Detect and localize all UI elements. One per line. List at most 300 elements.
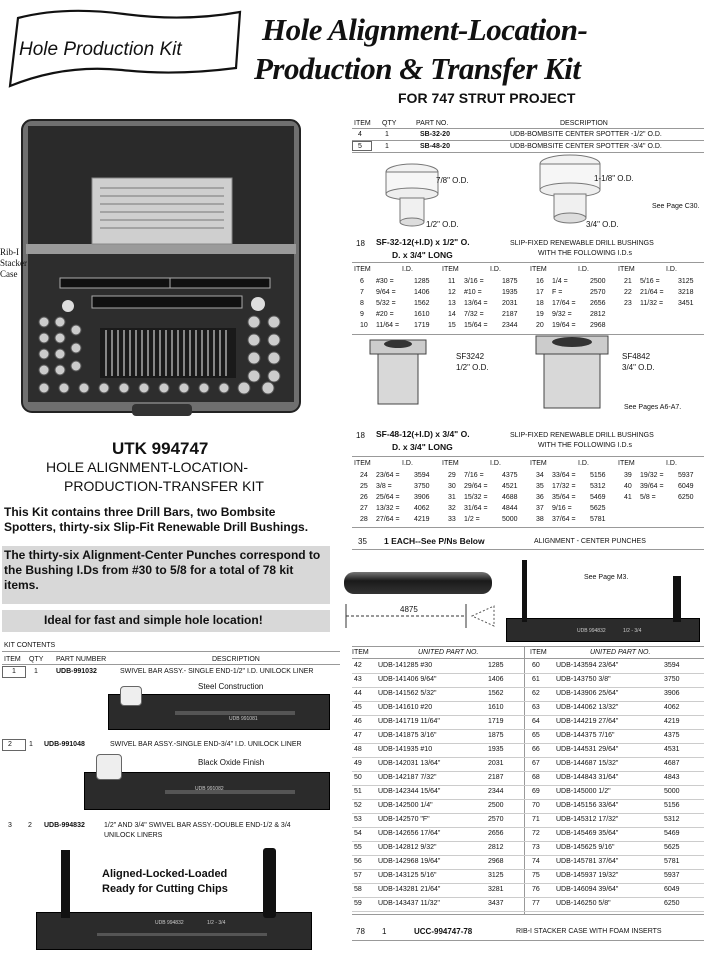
pt-item: 73 [532,844,540,851]
pt-item: 76 [532,886,540,893]
punch-post-1 [61,850,70,918]
drill-bar-4 [506,618,700,642]
sf32-cell-size: 3/16 = [464,278,484,285]
pt-item: 67 [532,760,540,767]
pt-item: 52 [354,802,362,809]
pt-dec: 5781 [664,858,680,865]
product-desc-4: the Bushing I.Ds from #30 to 5/8 for a total of 78 kit [4,563,294,577]
pt-item: 50 [354,774,362,781]
sf32-cell-item: 13 [448,300,456,307]
pt-item: 64 [532,718,540,725]
drill-bar-2-bushing [96,754,122,780]
sf48-h-item: ITEM [354,460,371,467]
row-rule [352,799,704,800]
sf32-lbl1b: 1/2" O.D. [456,363,489,372]
pt-part: UDB-144843 31/64" [556,774,619,781]
sf32-cell-size: 15/64 = [464,322,488,329]
rule [352,527,704,528]
pt-dec: 5156 [664,802,680,809]
sf32-cell-dec: 2500 [590,278,606,285]
badge-label: Hole Production Kit [19,39,182,60]
sf32-cell-dec: 2031 [502,300,518,307]
sf48-cell-dec: 5781 [590,516,606,523]
rule [352,549,704,550]
pt-dec: 2968 [488,858,504,865]
rule [352,940,704,941]
pt-dec: 3906 [664,690,680,697]
sf32-cell-size: #20 = [376,311,394,318]
sf32-cell-item: 14 [448,311,456,318]
pt-h-part-l: UNITED PART NO. [418,649,479,656]
pt-dec: 4062 [664,704,680,711]
sf48-h-item: ITEM [618,460,635,467]
kc-r2-desc: SWIVEL BAR ASSY.-SINGLE END-3/4" I.D. UNILOCK LINER [110,741,302,748]
pt-item: 56 [354,858,362,865]
rule [352,152,704,153]
sf32-h-item: ITEM [442,266,459,273]
kc-r3-qty: 2 [28,822,32,829]
case-label-2: Stacker [0,258,27,268]
row-rule [352,729,704,730]
sf32-cell-size: 7/32 = [464,311,484,318]
pt-dec: 2500 [488,802,504,809]
pt-part: UDB-141562 5/32" [378,690,437,697]
sf32-cell-dec: 3125 [678,278,694,285]
pt-dec: 1285 [488,662,504,669]
rule [352,646,704,647]
sf32-cell-item: 16 [536,278,544,285]
sf32-h-id: I.D. [490,266,501,273]
pt-part: UDB-141719 11/64" [378,718,440,725]
sf48-cell-item: 27 [360,505,368,512]
sp-r2-qty: 1 [385,143,389,150]
row-rule [352,743,704,744]
pt-item: 47 [354,732,362,739]
spotter-see: See Page C30. [652,203,700,210]
sf32-cell-item: 20 [536,322,544,329]
sf32-h-id: I.D. [578,266,589,273]
sp-r2-item: 5 [358,143,362,150]
sp-r2-desc: UDB-BOMBSITE CENTER SPOTTER -3/4" O.D. [510,143,662,150]
pt-part: UDB-144531 29/64" [556,746,619,753]
pt-dec: 4531 [664,746,680,753]
bar-marking: UDB 994832 [155,920,184,926]
pt-item: 48 [354,746,362,753]
sf32-cell-item: 18 [536,300,544,307]
sf48-cell-size: 15/32 = [464,494,488,501]
punch-in-bar-1 [522,560,527,622]
pt-dec: 5625 [664,844,680,851]
sf32-cell-item: 9 [360,311,364,318]
page-subtitle: FOR 747 STRUT PROJECT [398,90,576,106]
pt-part: UDB-141285 #30 [378,662,433,669]
product-desc-2: Spotters, thirty-six Slip-Fit Renewable Drill Bushings. [4,520,309,534]
case-photo [20,118,302,420]
sf48-cell-dec: 4688 [502,494,518,501]
bushing-sf4842 [534,332,614,412]
punch-title: 1 EACH--See P/Ns Below [384,536,485,546]
pt-dec: 5312 [664,816,680,823]
sf32-cell-size: 21/64 = [640,289,664,296]
sf32-cell-dec: 2968 [590,322,606,329]
sf32-cell-item: 11 [448,278,456,285]
pt-item: 59 [354,900,362,907]
sf32-cell-size: 11/32 = [640,300,664,307]
sf48-cell-item: 36 [536,494,544,501]
sf48-cell-dec: 5937 [678,472,694,479]
pt-dec: 3594 [664,662,680,669]
pt-part: UDB-142500 1/4" [378,802,433,809]
sf48-cell-item: 40 [624,483,632,490]
sf48-title2: D. x 3/4" LONG [392,442,453,452]
pt-dec: 2812 [488,844,504,851]
footer-qty: 1 [382,927,387,936]
bar-marking: UDB 991081 [229,716,258,722]
sf32-cell-size: 11/64 = [376,322,400,329]
sf48-cell-dec: 6250 [678,494,694,501]
sf48-cell-item: 38 [536,516,544,523]
footer-item: 78 [356,927,365,936]
sf32-cell-dec: 2344 [502,322,518,329]
page-title-line1: Hole Alignment-Location- [262,12,588,47]
sf48-cell-item: 35 [536,483,544,490]
sf32-cell-dec: 3451 [678,300,694,307]
pt-dec: 1719 [488,718,504,725]
sp-r2-part: SB-48-20 [420,143,450,150]
rule [2,651,340,652]
sf32-h-item: ITEM [354,266,371,273]
pt-dec: 4375 [664,732,680,739]
kc-r1-desc: SWIVEL BAR ASSY.- SINGLE END-1/2" I.D. UNILOCK LINER [120,668,314,675]
sp-r1-part: SB-32-20 [420,131,450,138]
sf48-item: 18 [356,431,365,440]
row-rule [352,869,704,870]
sf32-cell-dec: 1875 [502,278,518,285]
sf48-cell-dec: 6049 [678,483,694,490]
kc-r2-note: Black Oxide Finish [198,758,265,767]
pt-part: UDB-144062 13/32" [556,704,619,711]
case-illustration [20,118,302,420]
pt-item: 43 [354,676,362,683]
sf48-cell-dec: 4219 [414,516,430,523]
pt-part: UDB-146094 39/64" [556,886,619,893]
pt-part: UDB-141610 #20 [378,704,433,711]
kc-r3-item: 3 [8,822,12,829]
pt-part: UDB-144375 7/16" [556,732,615,739]
aligned-2: Ready for Cutting Chips [102,883,228,895]
sp-h-item: ITEM [354,120,371,127]
sf32-h-item: ITEM [618,266,635,273]
pt-item: 69 [532,788,540,795]
sf32-title2: D. x 3/4" LONG [392,250,453,260]
sf48-cell-dec: 5000 [502,516,518,523]
sf48-cell-size: 13/32 = [376,505,400,512]
sf48-cell-item: 26 [360,494,368,501]
sf48-h-id: I.D. [402,460,413,467]
pt-part: UDB-145625 9/16" [556,844,615,851]
sp-item-box [352,141,372,151]
punch-dim [344,600,504,630]
pt-dec: 4843 [664,774,680,781]
sf48-cell-item: 30 [448,483,456,490]
pt-item: 57 [354,872,362,879]
pt-part: UDB-145000 1/2" [556,788,611,795]
sf32-cell-size: #10 = [464,289,482,296]
kc-r3-part: UDB-994832 [44,822,85,829]
punch-rod [344,572,492,594]
product-desc-1: This Kit contains three Drill Bars, two Bombsite [4,505,276,519]
pt-part: UDB-145937 19/32" [556,872,619,879]
sf48-h-id: I.D. [578,460,589,467]
sf48-cell-size: 3/8 = [376,483,392,490]
pt-item: 70 [532,802,540,809]
sf48-cell-dec: 3906 [414,494,430,501]
pt-part: UDB-144219 27/64" [556,718,619,725]
pt-dec: 1406 [488,676,504,683]
pt-part: UDB-141935 #10 [378,746,433,753]
sf32-cell-size: 9/64 = [376,289,396,296]
sf32-cell-item: 10 [360,322,368,329]
punch-post-2 [263,848,276,918]
pt-item: 75 [532,872,540,879]
sf48-cell-size: 39/64 = [640,483,664,490]
row-rule [352,757,704,758]
pt-dec: 2570 [488,816,504,823]
sf32-cell-item: 17 [536,289,544,296]
row-rule [352,883,704,884]
pt-part: UDB-144687 15/32" [556,760,619,767]
pt-item: 54 [354,830,362,837]
pt-part: UDB-143437 11/32" [378,900,440,907]
kc-r2-qty: 1 [29,741,33,748]
bar-marking: 1/2 - 3/4 [623,628,642,634]
sf32-cell-item: 12 [448,289,456,296]
sf32-desc2: WITH THE FOLLOWING I.D.s [538,250,632,257]
sf32-see: See Pages A6-A7. [624,404,682,411]
pt-part: UDB-142031 13/64" [378,760,441,767]
punch-dim-label: 4875 [400,605,418,614]
pt-h-item-r: ITEM [530,649,547,656]
sf32-cell-dec: 1610 [414,311,430,318]
pt-dec: 5000 [664,788,680,795]
sf48-cell-dec: 5156 [590,472,606,479]
pt-dec: 6250 [664,900,680,907]
sf32-cell-size: 5/16 = [640,278,660,285]
row-rule [352,771,704,772]
row-rule [352,813,704,814]
pt-dec: 1935 [488,746,504,753]
pt-dec: 5469 [664,830,680,837]
sf48-cell-item: 37 [536,505,544,512]
pt-item: 55 [354,844,362,851]
kc-r3-desc2: UNILOCK LINERS [104,832,163,839]
sf48-cell-dec: 5469 [590,494,606,501]
sp-r1-desc: UDB-BOMBSITE CENTER SPOTTER -1/2" O.D. [510,131,662,138]
punch-in-bar-2 [673,576,681,622]
sf32-cell-size: 9/32 = [552,311,572,318]
page-title-line2: Production & Transfer Kit [254,51,581,86]
pt-dec: 3281 [488,886,504,893]
rule [352,334,704,335]
kc-r1-note: Steel Construction [198,682,264,691]
pt-item: 65 [532,732,540,739]
sf48-cell-item: 29 [448,472,456,479]
pt-item: 45 [354,704,362,711]
sf48-cell-item: 41 [624,494,632,501]
rule [352,128,704,129]
sf32-cell-item: 7 [360,289,364,296]
rule [352,262,704,263]
row-rule [352,701,704,702]
kc-r2-part: UDB-991048 [44,741,85,748]
sf32-h-id: I.D. [402,266,413,273]
pt-item: 49 [354,760,362,767]
sf48-cell-dec: 4375 [502,472,518,479]
sf48-cell-size: 7/16 = [464,472,484,479]
sf48-cell-dec: 4844 [502,505,518,512]
pt-part: UDB-142187 7/32" [378,774,437,781]
sf32-title1: SF-32-12(+I.D) x 1/2" O. [376,237,470,247]
row-rule [352,715,704,716]
row-rule [352,785,704,786]
row-rule [352,911,704,912]
pt-dec: 6049 [664,886,680,893]
rule [352,914,704,915]
sf48-cell-size: 23/64 = [376,472,400,479]
pt-part: UDB-142570 "F" [378,816,430,823]
sf32-desc1: SLIP-FIXED RENEWABLE DRILL BUSHINGS [510,240,654,247]
drill-bar-1-bushing [120,686,142,706]
aligned-1: Aligned-Locked-Loaded [102,868,228,880]
sf48-cell-size: 31/64 = [464,505,488,512]
pt-dec: 1562 [488,690,504,697]
sf48-cell-item: 24 [360,472,368,479]
pt-part: UDB-146250 5/8" [556,900,611,907]
sf48-cell-size: 5/8 = [640,494,656,501]
sp-r1-item: 4 [358,131,362,138]
sf32-cell-dec: 2656 [590,300,606,307]
sf48-cell-dec: 4062 [414,505,430,512]
sf32-lbl1a: SF3242 [456,352,485,361]
sf48-cell-dec: 5625 [590,505,606,512]
product-desc-3: The thirty-six Alignment-Center Punches correspond to [4,548,321,562]
product-name-1: HOLE ALIGNMENT-LOCATION- [46,459,248,475]
rule [352,658,704,659]
sf48-h-id: I.D. [490,460,501,467]
sf32-cell-size: 13/64 = [464,300,488,307]
kc-r2-item: 2 [8,741,12,748]
sf48-cell-size: 37/64 = [552,516,576,523]
pt-item: 53 [354,816,362,823]
sf32-cell-dec: 2570 [590,289,606,296]
sf32-cell-size: #30 = [376,278,394,285]
sf48-cell-size: 35/64 = [552,494,576,501]
case-label-3: Case [0,269,18,279]
pt-item: 72 [532,830,540,837]
sf32-lbl2b: 3/4" O.D. [622,363,655,372]
pt-part: UDB-141875 3/16" [378,732,437,739]
sf32-cell-size: 19/64 = [552,322,576,329]
pt-part: UDB-143750 3/8" [556,676,611,683]
pt-part: UDB-145312 17/32" [556,816,619,823]
sf32-cell-item: 15 [448,322,456,329]
sf32-cell-dec: 2187 [502,311,518,318]
product-name-2: PRODUCTION-TRANSFER KIT [64,478,264,494]
sf48-cell-size: 1/2 = [464,516,480,523]
pt-part: UDB-143281 21/64" [378,886,441,893]
rule [352,140,704,141]
pt-item: 63 [532,704,540,711]
sf48-h-item: ITEM [442,460,459,467]
sf32-cell-dec: 3218 [678,289,694,296]
pt-item: 44 [354,690,362,697]
sf48-cell-dec: 5312 [590,483,606,490]
sf48-cell-item: 32 [448,505,456,512]
sf32-lbl2a: SF4842 [622,352,651,361]
pt-h-item-l: ITEM [352,649,369,656]
sf48-cell-dec: 4521 [502,483,518,490]
sf48-cell-item: 31 [448,494,456,501]
pt-dec: 2656 [488,830,504,837]
pt-item: 71 [532,816,540,823]
sf32-cell-dec: 1562 [414,300,430,307]
kc-item-box [2,739,26,751]
sp-h-part: PART NO. [416,120,449,127]
sp-r1-qty: 1 [385,131,389,138]
pt-dec: 1610 [488,704,504,711]
case-label-1: Rib-I [0,247,19,257]
sf48-cell-size: 27/64 = [376,516,400,523]
pt-dec: 5937 [664,872,680,879]
pt-item: 60 [532,662,540,669]
sf48-cell-dec: 3594 [414,472,430,479]
kc-h-qty: QTY [29,656,44,663]
pt-item: 68 [532,774,540,781]
sf32-cell-item: 6 [360,278,364,285]
pt-item: 74 [532,858,540,865]
sf48-cell-size: 25/64 = [376,494,400,501]
product-desc-5: items. [4,578,39,592]
pt-part: UDB-143906 25/64" [556,690,619,697]
product-ideal: Ideal for fast and simple hole location! [44,613,263,627]
pt-part: UDB-145781 37/64" [556,858,619,865]
sf48-cell-size: 29/64 = [464,483,488,490]
pt-dec: 3750 [664,676,680,683]
sf48-cell-item: 34 [536,472,544,479]
sf32-cell-dec: 1406 [414,289,430,296]
pt-part: UDB-143594 23/64" [556,662,619,669]
sf48-cell-item: 33 [448,516,456,523]
pt-dec: 4687 [664,760,680,767]
sf32-cell-item: 22 [624,289,632,296]
pt-dec: 4219 [664,718,680,725]
row-rule [352,687,704,688]
sf32-cell-item: 21 [624,278,632,285]
product-code: UTK 994747 [112,439,209,458]
pt-dec: 3125 [488,872,504,879]
punch-desc: ALIGNMENT - CENTER PUNCHES [534,538,646,545]
sf48-cell-item: 28 [360,516,368,523]
bushing-sf3242 [366,336,436,408]
sf48-h-id: I.D. [666,460,677,467]
pt-part: UDB-141406 9/64" [378,676,437,683]
sf48-desc1: SLIP-FIXED RENEWABLE DRILL BUSHINGS [510,432,654,439]
kc-r1-part: UDB-991032 [56,668,97,675]
sf32-cell-item: 23 [624,300,632,307]
punch-see: See Page M3. [584,574,629,581]
spotter-large [536,150,616,224]
kc-h-desc: DESCRIPTION [212,656,260,663]
